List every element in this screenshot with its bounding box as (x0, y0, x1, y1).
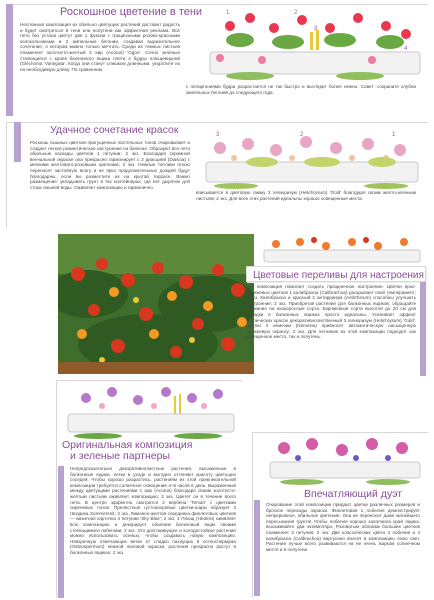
section-duo-text: Очарование этой композиции придают цветки различных размеров и броское переходы окраски. Фиолетовая 1 лобелия демонстрирует непрерывное, обильное цветение. Она не переносит даже малейшего пересыхания грунта! Чтобы лобелия хорошо заполнила край ящика, высаживайте два экземпляра. Розоватым облакам больших цветков пламенеет 2 петуния; 2 экз. Две классических цвета 3 лобелия и 4 калибрахоа (Calibrachoa) виртуозно вносят в композицию свою свет. Растения лучше всего развиваются на не очень жарком солнечном месте и в полутени. (266, 502, 420, 552)
section-mood-accent (420, 282, 426, 376)
section-colors-text-left: Роскошь пышных цветков пригущенных пастельных тонов очаровывает и создает легкое романтическое настроение на балконе. Образуют все лето обильные каскады цветков 1 петунии; 2 экз. Благодаря скромной венчальной окраске она прекрасно гармонирует с 2 диасцией (Diascia) с мелкими желтовато-розовыми цветками; 3 экз. Нежные петлики плохо переносят застойную влагу и не ярко продолжительных дождей будут благодарны, если вы разместите их на крытой террасе. Важно размещение: укладывать грунт в тех контейнерах, где нет дырочек для стока лишней воды. Оживляет композицию и гармонично (30, 140, 190, 190)
section-shade-text-right: с пеларгониями будра разрастается не так быстро и выглядит более нежно. Совет: сохраните клубни ампельных бегоний до следующего года. (186, 84, 416, 95)
section-shade-text-left: Несложная композиция из обильно цветущих растений доставит радость и будет смотреться в тени или полутени как эффектная реклама. Все лето без устали цветут две 1 фуксии с грациозными розово-красными колокольчиками и 2 ампельные бегонии, создавая выразительное сочетание, о котором можно только мечтать. Среди их темных листьев пламенеет золотисто-желтый 3 аир (Acorus) 'Ogon'. Сочно зеленые стелющиеся с краев балконного ящика плети 4 будры плющевидной (Glechoma 'Variegata'. Когда они станут слишком длинными, укоротите их на необходимую длину. По сравнению (20, 22, 180, 72)
svg-text:1: 1 (226, 10, 230, 16)
svg-text:4: 4 (404, 46, 408, 52)
svg-text:2: 2 (294, 10, 298, 16)
section-colors-accent (14, 122, 21, 162)
section-mood-title: Цветовые переливы для настроения (253, 270, 424, 281)
planter-lobelia-illustration (262, 434, 428, 486)
section-original-title-line1: Оригинальная композиция (62, 439, 193, 451)
balcony-flowers-photo (58, 234, 254, 374)
section-shade-title: Роскошное цветение в тени (60, 6, 203, 18)
section-shade-accent (6, 4, 13, 116)
planter-petunia-illustration (196, 128, 428, 190)
section-mood-text: Эта композиция помогает создать праздничное настроение. Цветки ярко-оранжевых цветков 1 калибрахоа (Calibrachoa) раскрывает свой темперамент; 2 экз. Калибрахоа и красный 2 антирринум (Antirrhinum) способны улучшить настроение; 2 экз. Приобретая растения для балконных ящиков, обращайте внимание на низкорослые сорта. Карликовые сорта высотой до 20 см для посадки в балконных ящиках просто идеальны. Усиливает эффект тропических красок декоративнолиственный 3 гелихризум (Helichrysum) 'Gold'. Цветки 4 немезии (Nemesia) привносят автоматическую насыщенную оранжевую окраску; 2 экз. Для летников из этой композиции подходят как освещенное место, так и полутень. (246, 284, 416, 340)
section-colors-title: Удачное сочетание красок (50, 124, 179, 136)
section-original-title-line2: и зеленые партнеры (70, 450, 171, 462)
section-colors-title-box (44, 122, 184, 138)
section-colors-text-right: вписывается в цветовую гамму 3 гелихризум (Helichrysum) 'Gold' благодаря своим желто-зеленым листьям; 2 экз. Для всех этих растений идеальны хорошо освещенные места. (196, 190, 416, 201)
svg-text:3: 3 (314, 26, 318, 32)
section-shade-title-box (54, 4, 203, 20)
planter-fuchsia-illustration (190, 6, 428, 82)
section-original-text: Непредсказательно декоративнолистные растения, высаженные в балконные ящики, легки в уходе и выгодно оттеняют красоту цветущих соседей. Чтобы хорошо разрастись, растениям из этой привлекательной композиции требуется солнечное освещение 4–5 часов в день. Выраженный между цветущими растениями 1 аир (Acorus) благодаря своим золотисто-желтым листьям оживляет композицию; 3 экз. Цветет он в течение всего лета. В центре эффектно смотрится 2 вербена 'Temari' с цветками сиреневых тонов. Прелестные густонахровые цветки-шары образует 3 гвоздика Sommerzeit; 3 экз. Лимонно-желтая серединка фиолетовых цветков — визитная карточка 4 петунии 'Sky Blue'; 2 экз. 4 Плющ (Hedera) оживляет всю композицию и декорирует обилием балконный ящик своими стелющимися побегами; 3 экз. Это долгоживущее и холодостойкое растение можно использовать осенью, чтобы создавать новую композицию. Невзрачную отмечающих ветки от сладко пахнущих 5 остеоспермума (Osteospermum) нежной лиловой окраски, растения прекрасно растут в балконных ящиках; 2 экз. (70, 466, 236, 555)
svg-text:2: 2 (300, 132, 304, 138)
svg-text:3: 3 (216, 132, 220, 138)
section-original-accent (58, 466, 64, 598)
section-duo-title: Впечатляющий дуэт (304, 488, 403, 500)
planter-verbena-illustration (58, 378, 242, 440)
section-duo-accent (254, 500, 260, 596)
section-duo-title-box (300, 486, 406, 502)
svg-text:1: 1 (392, 132, 396, 138)
section-mood-title-box (246, 266, 426, 282)
planter-calibrachoa-illustration (254, 236, 428, 264)
